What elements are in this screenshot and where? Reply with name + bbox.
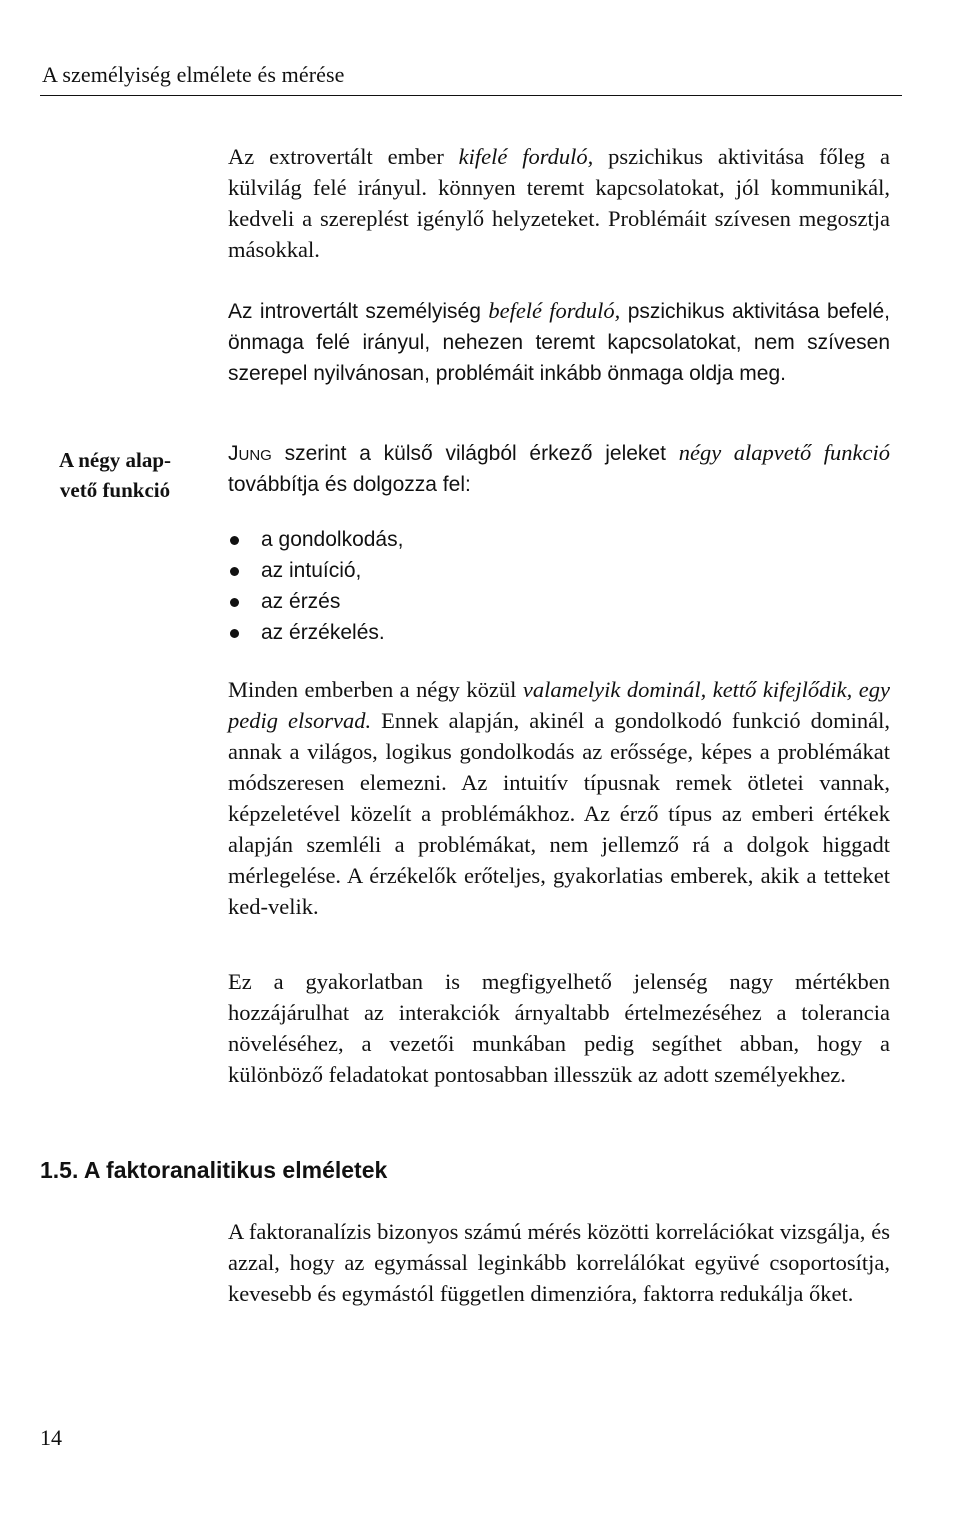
margin-note-line1: A négy alap- [58,448,171,472]
p2-emphasis: befelé forduló, [488,298,621,323]
paragraph-factor-analysis: A faktoranalízis bizonyos számú mérés közötti korrelációkat vizsgálja, és azzal, hogy az egymással leginkább korrelálókat együvé csoportosítja, kevesebb és egymástól független dimenzióra, faktorra redukálja őket. [228,1219,890,1306]
paragraph-types [228,674,890,922]
p4-text-a: Minden emberben a négy közül [228,677,523,702]
list-item: az érzés [228,586,403,617]
list-item: az érzékelés. [228,617,403,648]
p2-text-a: Az introvertált személyiség [228,300,489,323]
paragraph-jung [228,437,890,500]
p1-text-b: pszichikus aktivitása főleg a külvilág felé irányul. könnyen teremt kapcsolatokat, jól kommunikál, kedveli a szereplést igénylő helyzeteket. Problémáit szívesen megosztja másokkal. [228,144,890,262]
paragraph-introvert [228,295,890,389]
p4-text-b: Ennek alapján, akinél a gondolkodó funkció dominál, annak a világos, logikus gondolkodás az erőssége, képes a problémákat módszeresen elemezni. Az intuitív típusnak remek ötletei vannak, képzeletével közelít a problémákhoz. Az érző típus az emberi értékek alapján szemléli a problémákat, nem jellemző rá a dolgok higgadt mérlegelése. A érzékelők erőteljes, gyakorlatias emberek, akik a tetteket ked-velik. [228,708,890,919]
paragraph-practice: Ez a gyakorlatban is megfigyelhető jelenség nagy mértékben hozzájárulhat az interakciók árnyaltabb értelmezéséhez a tolerancia növeléséhez, a vezetői munkában pedig segíthet abban, hogy a különböző feladatokat pontosabban illesszük az adott személyekhez. [228,969,890,1087]
margin-note-line2: vető funkció [59,478,171,502]
p4-emphasis: valamelyik dominál, kettő kifejlődik, egy pedig elsorvad. [228,677,890,733]
page-number: 14 [40,1425,62,1450]
p3-text-a: szerint a külső világból érkező jeleket [271,442,679,465]
list-item: az intuíció, [228,555,403,586]
margin-note [40,445,190,505]
list-item: a gondolkodás, [228,524,403,555]
function-list [228,524,403,648]
p2-text-b: pszichikus aktivitása befelé, önmaga felé irányul, nehezen teremt kapcsolatokat, nem szívesen szerepel nyilvánosan, problémáit inkább önmaga oldja meg. [228,300,890,385]
author-name: Jung [228,442,272,465]
p1-text-a: Az extrovertált ember [228,144,459,169]
p1-emphasis: kifelé forduló, [458,144,594,169]
p3-text-b: továbbítja és dolgozza fel: [228,473,471,496]
running-header: A személyiség elmélete és mérése [42,62,345,87]
paragraph-extrovert [228,141,890,265]
section-heading: 1.5. A faktoranalitikus elméletek [40,1157,388,1183]
header-rule [40,95,902,96]
p3-emphasis: négy alapvető funkció [678,440,890,465]
